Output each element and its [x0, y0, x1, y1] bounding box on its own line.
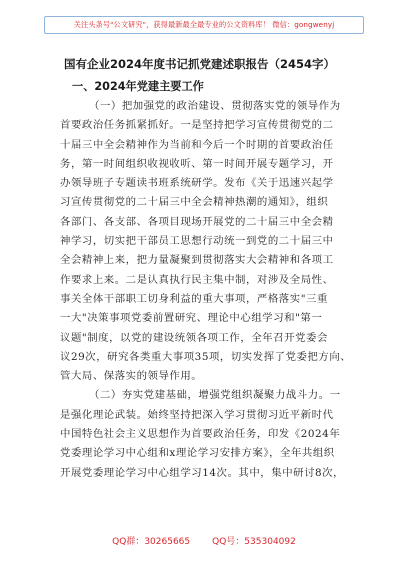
body-line: 议29次，研究各类重大事项35项，切实发挥了党委把方向、: [60, 350, 352, 363]
footer-contacts: [0, 534, 408, 550]
body-line: 各部门、各支部、各项目现场开展党的二十届三中全会精: [60, 215, 334, 228]
body-line: 神学习，切实把干部员工思想行动统一到党的二十届三中: [60, 235, 334, 248]
body-line: 务，第一时间组织收视收听、第一时间开展专题学习，开: [60, 157, 334, 170]
body-line: 全会精神上来，把力量凝聚到贯彻落实大会精神和各项工: [60, 254, 334, 267]
body-line: 管大局、保落实的领导作用。: [60, 370, 203, 383]
body-line: 办领导班子专题读书班系统研学。发布《关于迅速兴起学: [60, 177, 334, 190]
body-line: 是强化理论武装。始终坚持把深入学习贯彻习近平新时代: [60, 408, 334, 421]
body-line: （一）把加强党的政治建设、贯彻落实党的领导作为: [89, 100, 341, 112]
footer-qq-number: QQ号：535304092: [212, 537, 296, 547]
body-line: 事关全体干部职工切身利益的重大事项，严格落实"三重: [60, 292, 328, 305]
body-line: 开展党委理论学习中心组学习14次。其中，集中研讨8次，: [60, 466, 345, 479]
body-line: 一大"决策事项党委前置研究、理论中心组学习和"第一: [60, 312, 323, 325]
header-banner-text: 关注头条号"公文研究"，获得最新最全最专业的公文资料库！ 微信：gongwenyj: [73, 20, 335, 29]
body-line: 首要政治任务抓紧抓好。一是坚持把学习宣传贯彻党的二: [60, 119, 334, 132]
section-heading: 一、2024年党建主要工作: [72, 80, 204, 93]
header-banner: [44, 16, 364, 34]
document-title: 国有企业2024年度书记抓党建述职报告（2454字）: [64, 57, 336, 71]
body-line: （二）夯实党建基础，增强党组织凝聚力战斗力。一: [89, 389, 341, 402]
body-line: 议题"制度，以党的建设统领各项工作，全年召开党委会: [60, 331, 328, 344]
footer-qq-group: QQ群：30265665: [112, 537, 191, 547]
body-line: 党委理论学习中心组和x理论学习安排方案》，全年共组织: [60, 447, 335, 460]
body-line: 十届三中全会精神作为当前和今后一个时期的首要政治任: [60, 138, 334, 151]
body-line: 习宣传贯彻党的二十届三中全会精神热潮的通知》，组织: [60, 196, 329, 209]
body-line: 中国特色社会主义思想作为首要政治任务，印发《2024年: [60, 428, 341, 441]
body-line: 作要求上来。二是认真执行民主集中制，对涉及全局性、: [60, 273, 334, 286]
document-body: [60, 97, 360, 483]
